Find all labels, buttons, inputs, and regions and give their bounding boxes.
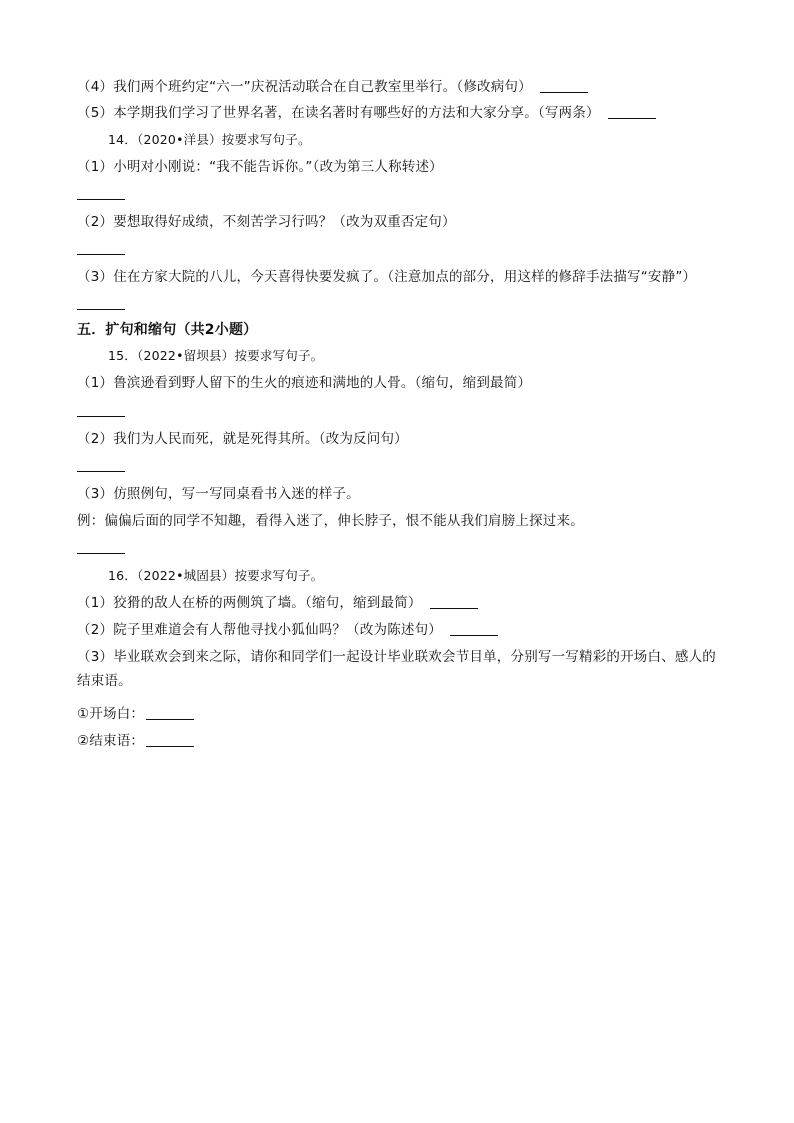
q16-item-1-text: （1）狡猾的敌人在桥的两侧筑了墙。（缩句，缩到最简） xyxy=(77,595,422,611)
answer-blank[interactable] xyxy=(77,309,125,310)
q16-item-2 xyxy=(77,621,498,639)
answer-blank[interactable] xyxy=(77,254,125,255)
q14-item-2: （2）要想取得好成绩，不刻苦学习行吗？（改为双重否定句） xyxy=(77,214,456,230)
answer-blank[interactable] xyxy=(77,553,125,554)
q14-item-3: （3）住在方家大院的八儿，今天喜得快要发疯了。（注意加点的部分，用这样的修辞手法描写“安静”） xyxy=(77,269,697,285)
question-15-heading: 15．（2022•留坝县）按要求写句子。 xyxy=(108,348,324,363)
answer-blank[interactable] xyxy=(77,416,125,417)
q15-item-1: （1）鲁滨逊看到野人留下的生火的痕迹和满地的人骨。（缩句，缩到最简） xyxy=(77,375,532,391)
answer-blank[interactable] xyxy=(146,719,194,720)
answer-blank[interactable] xyxy=(540,92,588,93)
closing-label: ②结束语： xyxy=(77,733,145,749)
section-5-title: 五．扩句和缩句（共2小题） xyxy=(77,322,258,338)
answer-blank[interactable] xyxy=(430,608,478,609)
q14-item-1: （1）小明对小刚说：“我不能告诉你。”（改为第三人称转述） xyxy=(77,159,443,175)
q15-item-2: （2）我们为人民而死，就是死得其所。（改为反问句） xyxy=(77,431,408,447)
answer-blank[interactable] xyxy=(77,471,125,472)
answer-blank[interactable] xyxy=(608,118,656,119)
answer-blank[interactable] xyxy=(77,199,125,200)
answer-blank[interactable] xyxy=(146,746,194,747)
q16-item-3a xyxy=(77,705,194,723)
answer-blank[interactable] xyxy=(450,635,498,636)
q15-example: 例：偏偏后面的同学不知趣，看得入迷了，伸长脖子，恨不能从我们肩膀上探过来。 xyxy=(77,513,584,529)
q16-item-3: （3）毕业联欢会到来之际，请你和同学们一起设计毕业联欢会节目单，分别写一写精彩的开场白、感人的结束语。 xyxy=(77,649,716,689)
item-5 xyxy=(77,104,656,122)
item-5-text: （5）本学期我们学习了世界名著，在读名著时有哪些好的方法和大家分享。（写两条） xyxy=(77,105,600,121)
q16-item-2-text: （2）院子里难道会有人帮他寻找小狐仙吗？（改为陈述句） xyxy=(77,622,442,638)
q15-item-3: （3）仿照例句，写一写同桌看书入迷的样子。 xyxy=(77,486,360,502)
item-4-text: （4）我们两个班约定“六一”庆祝活动联合在自己教室里举行。（修改病句） xyxy=(77,79,532,95)
q16-item-3b xyxy=(77,732,194,750)
question-16-heading: 16．（2022•城固县）按要求写句子。 xyxy=(108,568,324,583)
q16-item-1 xyxy=(77,594,478,612)
item-4 xyxy=(77,78,588,96)
question-14-heading: 14．（2020•洋县）按要求写句子。 xyxy=(108,132,311,147)
opening-label: ①开场白： xyxy=(77,706,145,722)
